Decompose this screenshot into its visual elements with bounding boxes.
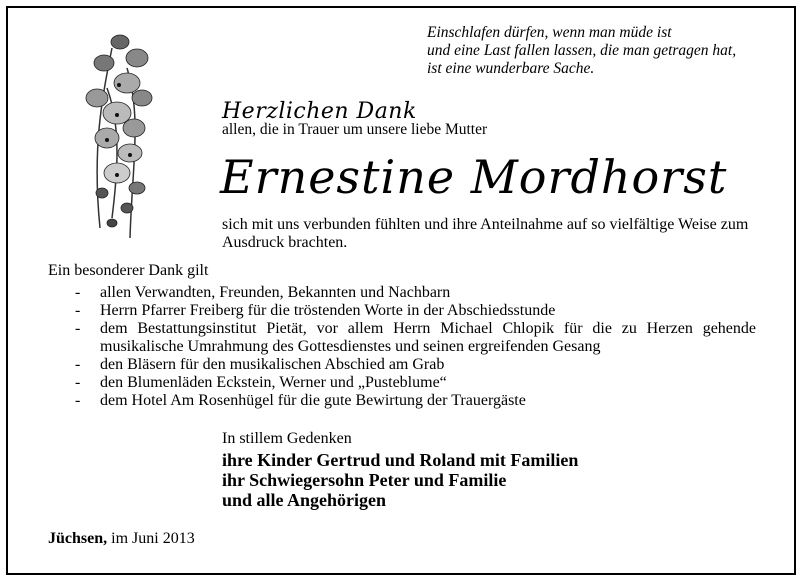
quote-line: Einschlafen dürfen, wenn man müde ist (427, 24, 672, 41)
deceased-name: Ernestine Mordhorst (220, 150, 728, 204)
family-line: ihr Schwiegersohn Peter und Familie (222, 470, 507, 490)
list-item: - Herrn Pfarrer Freiberg für die tröstenden Worte in der Abschiedsstunde (75, 302, 556, 319)
thanks-subheading: allen, die in Trauer um unsere liebe Mutter (222, 121, 488, 138)
date: im Juni 2013 (111, 530, 195, 547)
thanks-heading: Herzlichen Dank (222, 99, 417, 124)
family-signature (222, 450, 578, 510)
poem-quote (427, 24, 736, 78)
special-thanks-intro: Ein besonderer Dank gilt (48, 262, 209, 279)
list-item: - dem Hotel Am Rosenhügel für die gute Bewirtung der Trauergäste (75, 392, 526, 409)
thanks-text: sich mit uns verbunden fühlten und ihre Anteilnahme auf so vielfältige Weise zum Ausdruck brachten. (222, 216, 749, 251)
place: Jüchsen, (48, 530, 108, 547)
list-item: - allen Verwandten, Freunden, Bekannten und Nachbarn (75, 284, 451, 301)
orchid-flower-icon (72, 28, 167, 243)
list-item: - dem Bestattungsinstitut Pietät, vor allem Herrn Michael Chlopik für die zu Herzen gehende musikalische Umrahmung des Gottesdienstes und seinen ergreifenden Gesang (75, 320, 756, 355)
in-memory-text: In stillem Gedenken (222, 430, 352, 447)
family-line: und alle Angehörigen (222, 490, 387, 510)
list-item: - den Bläsern für den musikalischen Abschied am Grab (75, 356, 445, 373)
family-line: ihre Kinder Gertrud und Roland mit Familien (222, 450, 579, 470)
quote-line: ist eine wunderbare Sache. (427, 60, 595, 77)
thanks-list (70, 284, 756, 410)
quote-line: und eine Last fallen lassen, die man getragen hat, (427, 42, 737, 59)
place-date (48, 530, 195, 548)
list-item: - den Blumenläden Eckstein, Werner und „Pusteblume“ (75, 374, 447, 391)
